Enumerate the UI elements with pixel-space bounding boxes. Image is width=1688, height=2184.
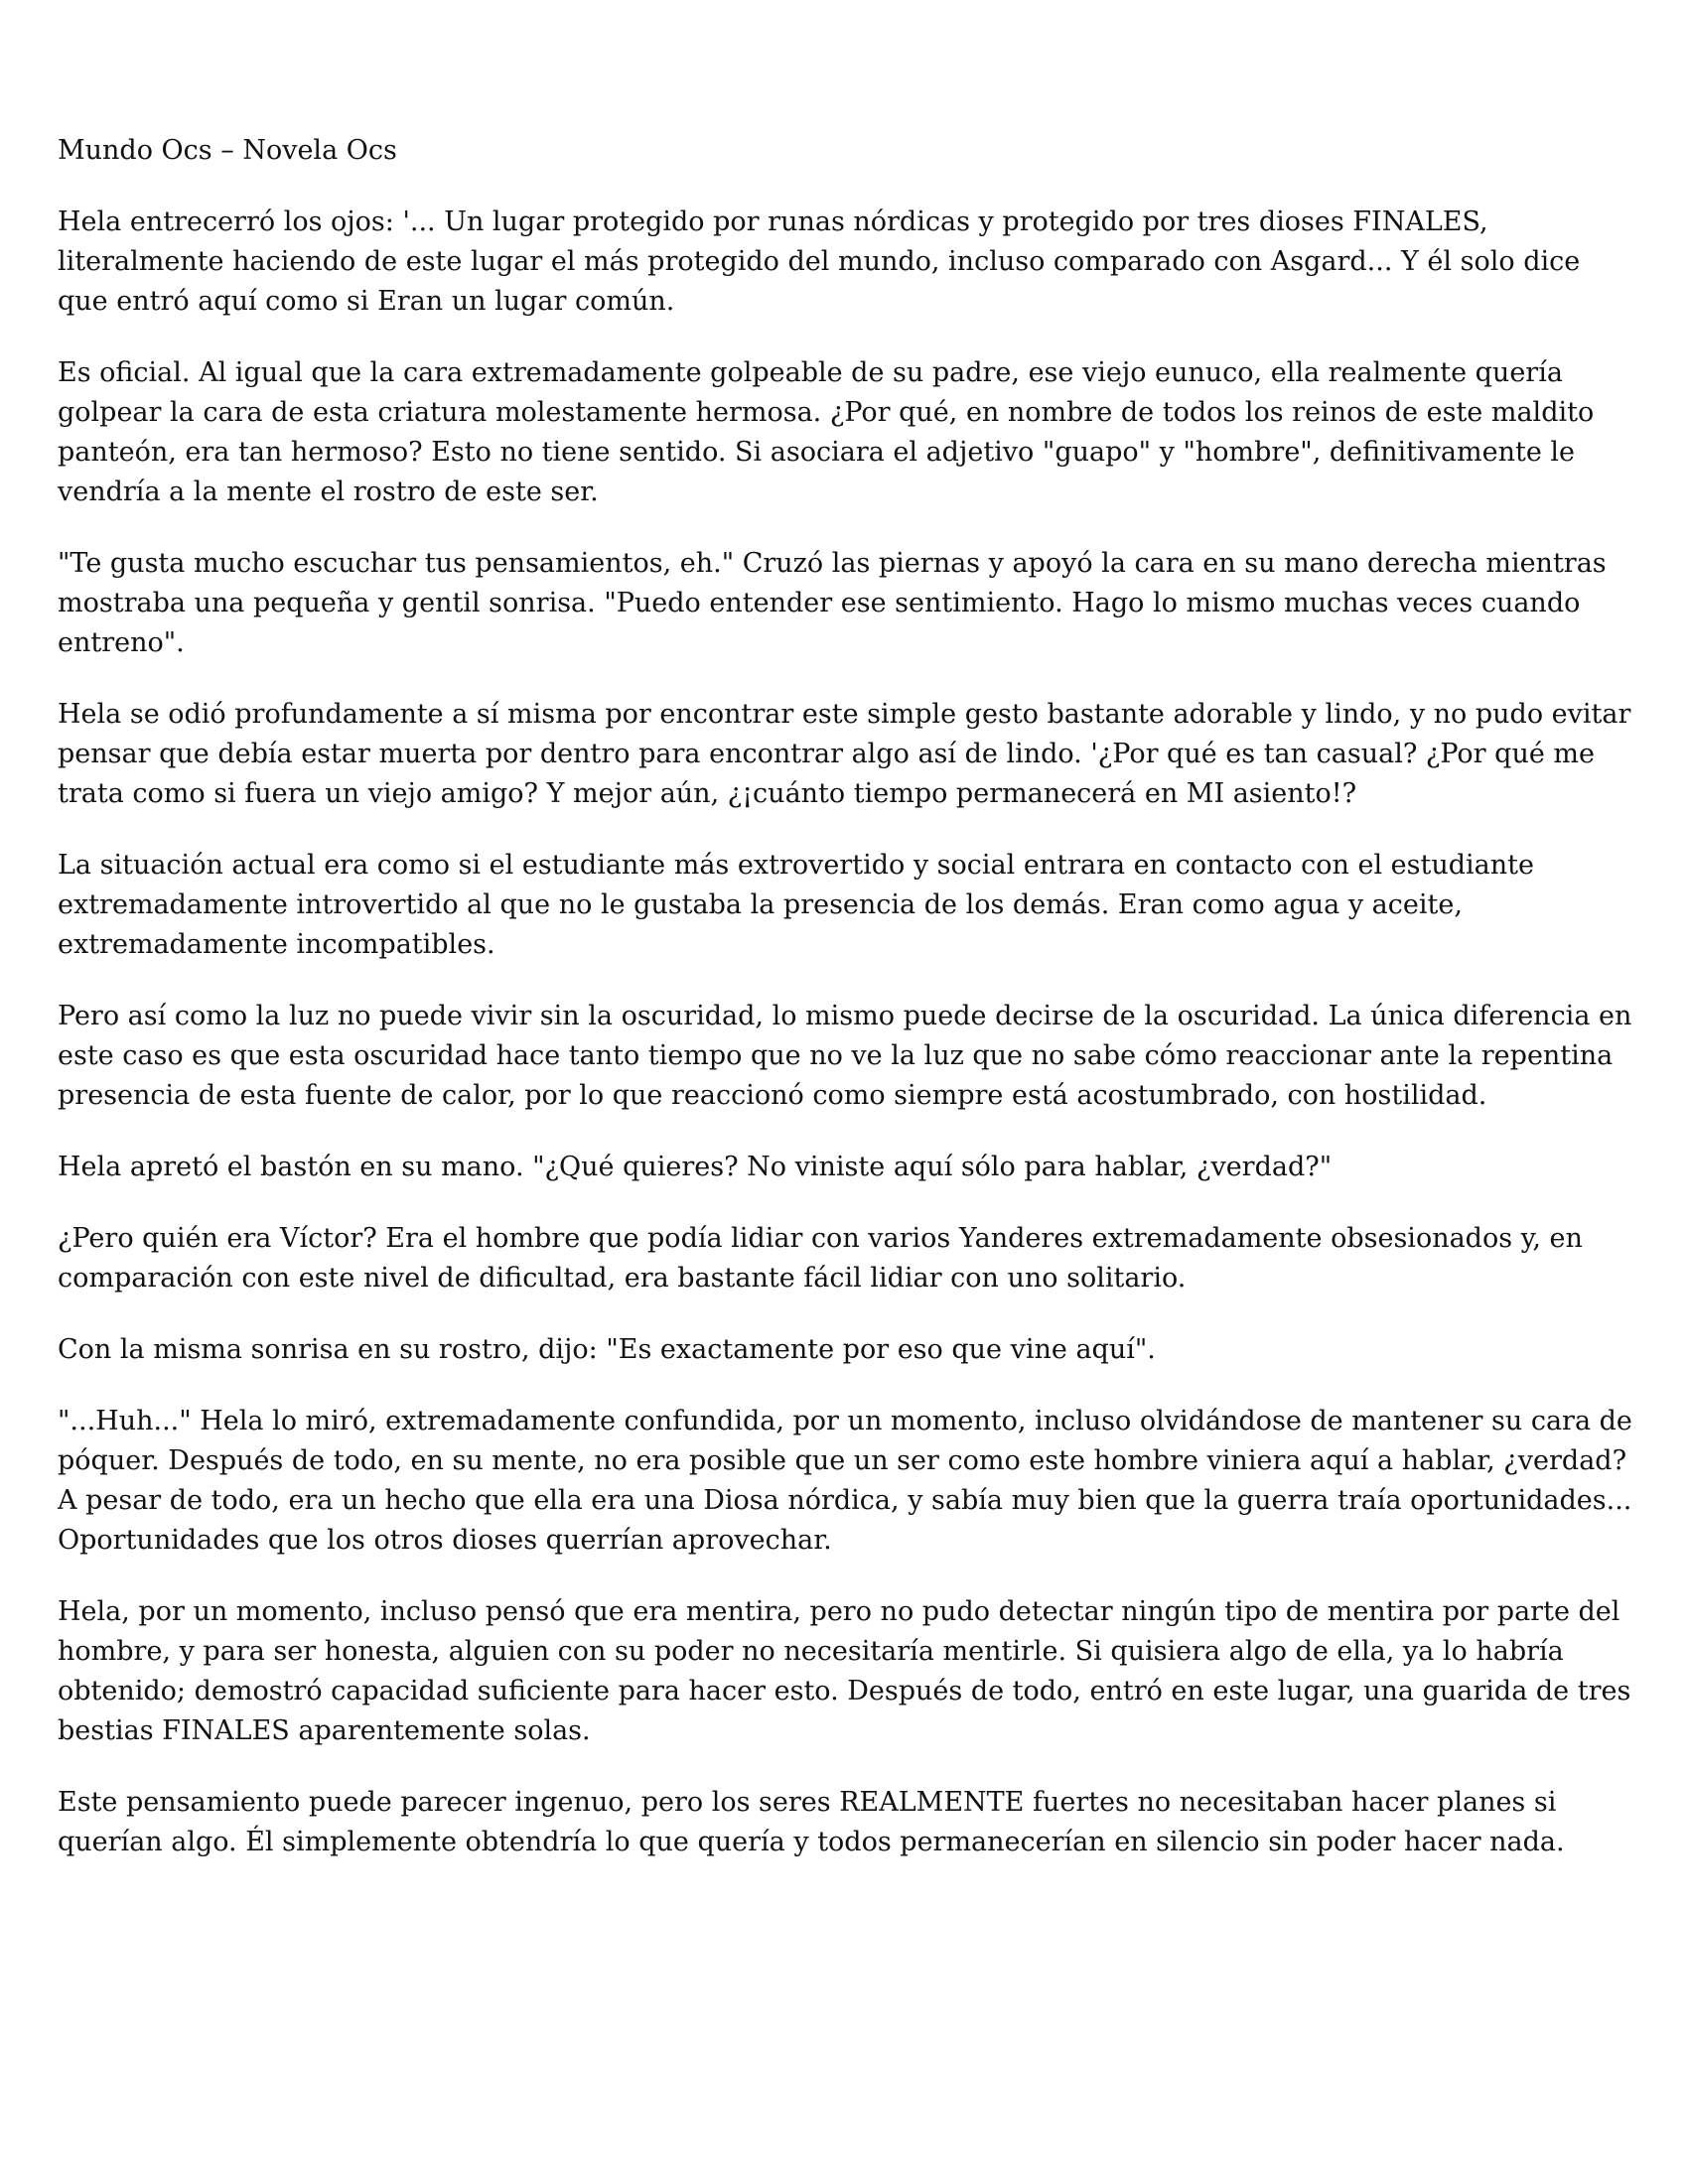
paragraph-12: Este pensamiento puede parecer ingenuo, pero los seres REALMENTE fuertes no necesitaban hacer planes si querían algo. Él simplemente obtendría lo que quería y todos permanecerían en silencio sin poder hacer nada. [58,1787,1565,1857]
paragraph-8: ¿Pero quién era Víctor? Era el hombre que podía lidiar con varios Yanderes extremadamente obsesionados y, en comparación con este nivel de dificultad, era bastante fácil lidiar con uno solitario. [58,1223,1583,1294]
paragraph-10: "...Huh..." Hela lo miró, extremadamente confundida, por un momento, incluso olvidándose de mantener su cara de póquer. Después de todo, en su mente, no era posible que un ser como este hombre viniera aquí a hablar, ¿verdad? A pesar de todo, era un hecho que ella era una Diosa nórdica, y sabía muy bien que la guerra traía oportunidades... Oportunidades que los otros dioses querrían aprovechar. [58,1406,1632,1556]
paragraph-11: Hela, por un momento, incluso pensó que era mentira, pero no pudo detectar ningún tipo de mentira por parte del hombre, y para ser honesta, alguien con su poder no necesitaría mentirle. Si quisiera algo de ella, ya lo habría obtenido; demostró capacidad suficiente para hacer esto. Después de todo, entró en este lugar, una guarida de tres bestias FINALES aparentemente solas. [58,1596,1631,1746]
document-page [58,131,1636,1894]
paragraph-4: Hela se odió profundamente a sí misma por encontrar este simple gesto bastante adorable y lindo, y no pudo evitar pensar que debía estar muerta por dentro para encontrar algo así de lindo. '¿Por qué es tan casual? ¿Por qué me trata como si fuera un viejo amigo? Y mejor aún, ¿¡cuánto tiempo permanecerá en MI asiento!? [58,699,1631,809]
paragraph-3: "Te gusta mucho escuchar tus pensamientos, eh." Cruzó las piernas y apoyó la cara en su mano derecha mientras mostraba una pequeña y gentil sonrisa. "Puedo entender ese sentimiento. Hago lo mismo muchas veces cuando entreno". [58,548,1607,658]
paragraph-9: Con la misma sonrisa en su rostro, dijo: "Es exactamente por eso que vine aquí". [58,1334,1156,1365]
paragraph-1: Hela entrecerró los ojos: '... Un lugar protegido por runas nórdicas y protegido por tres dioses FINALES, literalmente haciendo de este lugar el más protegido del mundo, incluso comparado con Asgard... Y él solo dice que entró aquí como si Eran un lugar común. [58,206,1581,317]
page-title: Mundo Ocs – Novela Ocs [58,135,397,166]
paragraph-5: La situación actual era como si el estudiante más extrovertido y social entrara en contacto con el estudiante extremadamente introvertido al que no le gustaba la presencia de los demás. Eran como agua y aceite, extremadamente incompatibles. [58,850,1534,960]
paragraph-7: Hela apretó el bastón en su mano. "¿Qué quieres? No viniste aquí sólo para hablar, ¿verdad?" [58,1152,1333,1182]
paragraph-2: Es oficial. Al igual que la cara extremadamente golpeable de su padre, ese viejo eunuco, ella realmente quería golpear la cara de esta criatura molestamente hermosa. ¿Por qué, en nombre de todos los reinos de este maldito panteón, era tan hermoso? Esto no tiene sentido. Si asociara el adjetivo "guapo" y "hombre", definitivamente le vendría a la mente el rostro de este ser. [58,357,1595,507]
paragraph-6: Pero así como la luz no puede vivir sin la oscuridad, lo mismo puede decirse de la oscuridad. La única diferencia en este caso es que esta oscuridad hace tanto tiempo que no ve la luz que no sabe cómo reaccionar ante la repentina presencia de esta fuente de calor, por lo que reaccionó como siempre está acostumbrado, con hostilidad. [58,1001,1632,1111]
